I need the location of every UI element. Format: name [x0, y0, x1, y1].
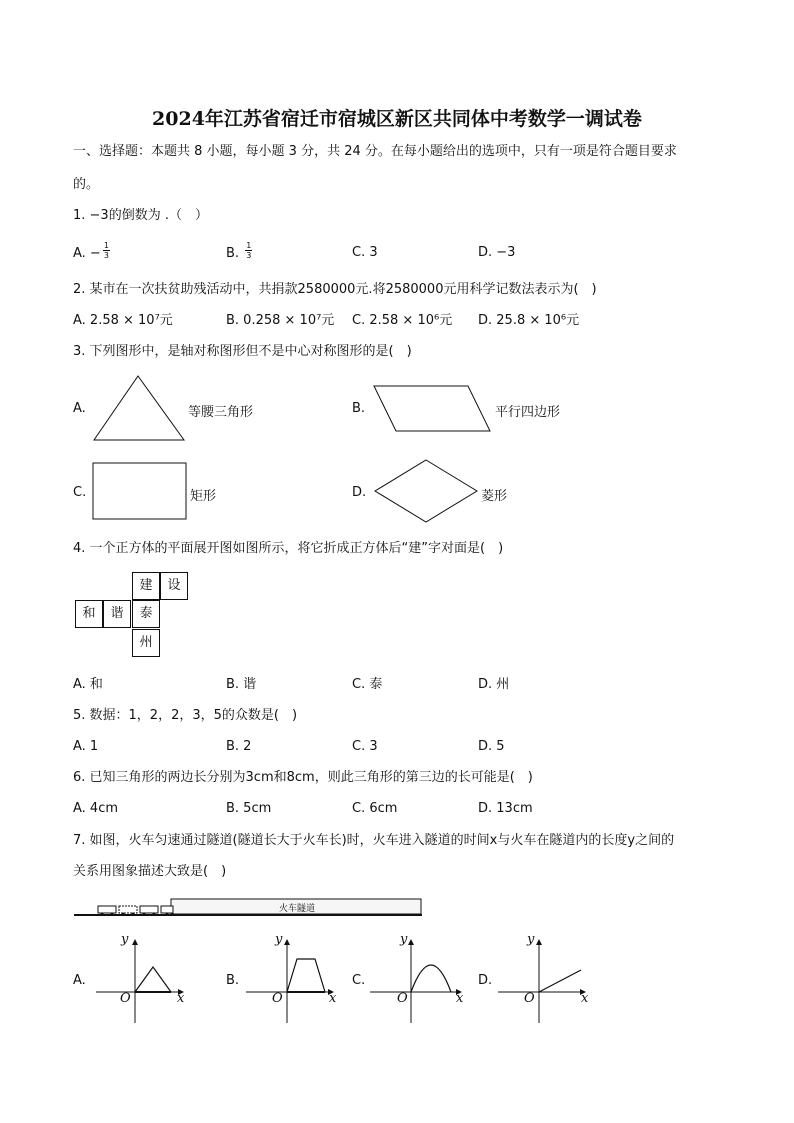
q2-option-d: D. 25.8 × 10⁶元: [478, 313, 580, 328]
q5-option-a: A. 1: [73, 739, 99, 754]
net-cell-tai: 泰: [132, 600, 160, 628]
graph-c-origin: O: [397, 991, 408, 1006]
graph-b-y-label: y: [275, 932, 283, 947]
graph-a-y-label: y: [121, 932, 129, 947]
rhombus-figure: [372, 458, 480, 524]
train-tunnel-illustration: [74, 896, 426, 920]
graph-b: [246, 935, 346, 1025]
q1-option-b: B. $\frac{1}{3}$: [226, 241, 252, 261]
q5-option-d: D. 5: [478, 739, 505, 754]
section-heading-line2: 的。: [73, 177, 100, 192]
q4-option-c: C. 泰: [352, 677, 383, 692]
q6-option-d: D. 13cm: [478, 801, 533, 816]
q4-option-b: B. 谐: [226, 677, 257, 692]
q3-option-b-label: B.: [352, 401, 366, 416]
net-cell-jian: 建: [132, 572, 160, 600]
q7-option-a-label: A.: [73, 973, 86, 988]
graph-c-y-label: y: [400, 932, 408, 947]
net-cell-she: 设: [160, 572, 188, 600]
isosceles-triangle-figure: [92, 374, 187, 442]
rectangle-figure: [92, 462, 188, 522]
q4-stem: 4. 一个正方体的平面展开图如图所示，将它折成正方体后“建”字对面是( ): [73, 541, 504, 556]
q7-option-d-label: D.: [478, 973, 493, 988]
q4-option-a: A. 和: [73, 677, 103, 692]
net-cell-zhou: 州: [132, 629, 160, 657]
q1-option-c: C. 3: [352, 245, 378, 260]
q7-stem-line2: 关系用图象描述大致是( ): [73, 864, 227, 879]
q4-option-d: D. 州: [478, 677, 510, 692]
section-heading-line1: 一、选择题：本题共 8 小题，每小题 3 分，共 24 分。在每小题给出的选项中，只有一项是符合题目要求: [73, 144, 677, 159]
q6-stem: 6. 已知三角形的两边长分别为3cm和8cm，则此三角形的第三边的长可能是( ): [73, 770, 533, 785]
q7-option-b-label: B.: [226, 973, 240, 988]
q1-option-a: A. − $\frac{1}{3}$: [73, 241, 109, 261]
q1-stem: 1. −3的倒数为 .（ ）: [73, 208, 208, 223]
graph-d-x-label: x: [581, 991, 589, 1006]
q5-stem: 5. 数据：1，2，2，3，5的众数是( ): [73, 708, 298, 723]
graph-d-origin: O: [524, 991, 535, 1006]
q3-option-d-name: 菱形: [481, 489, 508, 504]
page-title: 2024年江苏省宿迁市宿城区新区共同体中考数学一调试卷: [152, 108, 642, 130]
q1-option-d: D. −3: [478, 245, 516, 260]
parallelogram-figure: [372, 384, 494, 434]
q5-option-b: B. 2: [226, 739, 252, 754]
q3-stem: 3. 下列图形中，是轴对称图形但不是中心对称图形的是( ): [73, 344, 412, 359]
q2-option-a: A. 2.58 × 10⁷元: [73, 313, 173, 328]
q2-option-c: C. 2.58 × 10⁶元: [352, 313, 453, 328]
q3-option-c-name: 矩形: [190, 489, 217, 504]
graph-a-x-label: x: [177, 991, 185, 1006]
graph-d: [498, 935, 598, 1025]
graph-c: [370, 935, 470, 1025]
q3-option-b-name: 平行四边形: [495, 405, 561, 420]
q6-option-a: A. 4cm: [73, 801, 119, 816]
q7-stem-line1: 7. 如图，火车匀速通过隧道(隧道长大于火车长)时，火车进入隧道的时间x与火车在隧道内的长度y之间的: [73, 833, 675, 848]
q3-option-c-label: C.: [73, 485, 87, 500]
graph-b-origin: O: [272, 991, 283, 1006]
q3-option-a-label: A.: [73, 401, 86, 416]
graph-a: [96, 935, 196, 1025]
graph-b-x-label: x: [329, 991, 337, 1006]
net-cell-xie: 谐: [103, 600, 131, 628]
q6-option-b: B. 5cm: [226, 801, 272, 816]
q6-option-c: C. 6cm: [352, 801, 398, 816]
graph-c-x-label: x: [456, 991, 464, 1006]
q2-option-b: B. 0.258 × 10⁷元: [226, 313, 335, 328]
q2-stem: 2. 某市在一次扶贫助残活动中，共捐款2580000元.将2580000元用科学记数法表示为( ): [73, 282, 597, 297]
tunnel-label: 火车隧道: [279, 904, 316, 914]
q5-option-c: C. 3: [352, 739, 378, 754]
net-cell-he: 和: [75, 600, 103, 628]
q3-option-d-label: D.: [352, 485, 367, 500]
graph-d-y-label: y: [527, 932, 535, 947]
q7-option-c-label: C.: [352, 973, 366, 988]
graph-a-origin: O: [120, 991, 131, 1006]
q3-option-a-name: 等腰三角形: [188, 405, 254, 420]
